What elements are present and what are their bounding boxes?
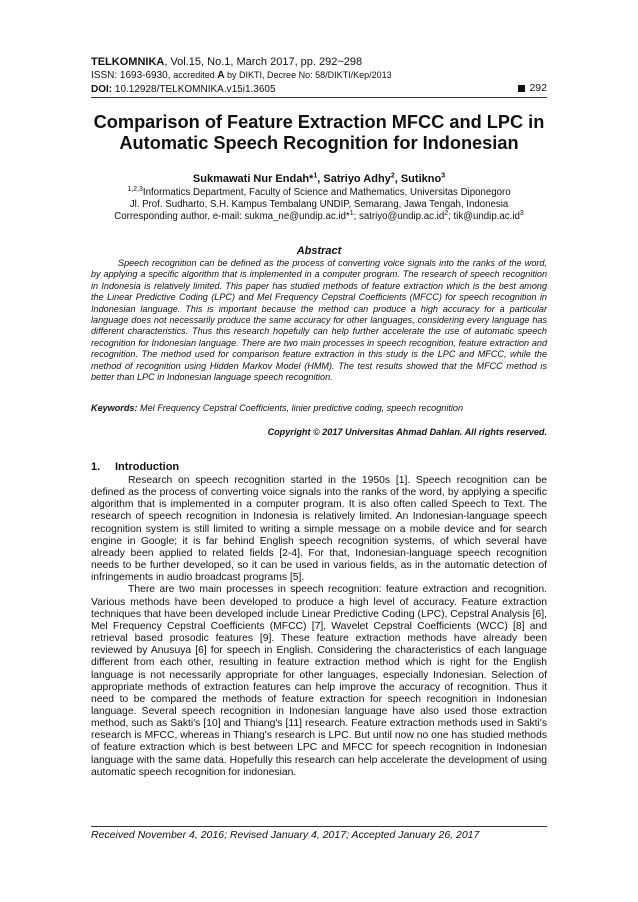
doi-label: DOI: [91,83,115,95]
journal-name: TELKOMNIKA [91,56,165,68]
author-list [91,173,547,186]
author-3-sup: 3 [441,172,446,180]
paragraph: There are two main processes in speech recognition: feature extraction and recognition. Various methods have been developed to produce a high level of accuracy. Feature extraction techniques that have been developed include Linear Predictive Coding (LPC), Cepstral Analysis [6], Mel Frequency Cepstral Coefficients (MFCC) [7], Wavelet Cepstral Coefficients (WCC) [8] and retrieval based prosodic features [9]. These feature extraction methods have already been reviewed by Anusuya [6] for speech in English. Considering the characteristics of each language different from each other, resulting in feature extraction method which is right for the English language is not necessarily appropriate for other languages, especially Indonesian. Selection of appropriate methods of extraction features can help improve the accuracy of recognition. Thus it need to be compared the methods of feature extraction for speech recognition in Indonesian language. Several speech recognition in Indonesian language have also used those extraction method, such as Sakti's [10] and Thiang's [11] research. Feature extraction methods used in Sakti's research is MFCC, whereas in Thiang's research is LPC. But until now no one has studied methods of feature extraction which is best between LPC and MFCC for speech recognition in Indonesian language with the same data. Hopefully this research can help accelerate the development of using automatic speech recognition for indonesian. [91,584,547,778]
paragraph: Research on speech recognition started in the 1950s [1]. Speech recognition can be defined as the process of converting voice signals into the ranks of the word, by applying a specific algorithm that is implemented in a computer program. It is also often called Speech to Text. The research of speech recognition in Indonesia is relatively limited. An Indonesian-language speech recognition system is still limited to writing a simple message on a mobile device and for search engine in Google; it is far behind English speech recognition systems, of which several have already been applied to related fields [2-4]. For that, Indonesian-language speech recognition needs to be further developed, so it can be used in various fields, as in the automatic detection of infringements in audio broadcast programs [5]. [91,475,547,584]
page-number-box [518,82,547,94]
square-bullet-icon [518,85,525,92]
author-3: Sutikno [400,173,442,185]
author-separator: , [317,173,324,185]
journal-citation [91,56,547,69]
author-2: Satriyo Adhy [323,173,391,185]
accreditation-grade: A [217,70,225,81]
abstract-text: Speech recognition can be defined as the process of converting voice signals into the ranks of the word, by applying a specific algorithm that is implemented in a computer program. The research of speech recognition in Indonesia is relatively limited. This paper has studied methods of feature extraction which is the best among the Linear Predictive Coding (LPC) and Mel Frequency Cepstral Coefficients (MFCC) for speech recognition in Indonesian language. This is important because the method can produce a high accuracy for a particular language does not necessarily produce the same accuracy for other languages, considering every language has different characteristics. Thus this research hopefully can help further accelerate the use of automatic speech recognition for Indonesian language. There are two main processes in speech recognition, feature extraction and recognition. The method used for comparison feature extraction in this study is the LPC and MFCC, while the method of recognition using Hidden Markov Model (HMM). The test results showed that the MFCC method is better than LPC in Indonesian language speech recognition. [91,258,547,383]
abstract-heading: Abstract [296,245,342,257]
affiliation-block [91,187,547,223]
decree-text: by DIKTI, Decree No: 58/DIKTI/Kep/2013 [224,70,392,80]
keywords [91,403,547,414]
journal-header [91,56,547,96]
header-divider [91,97,547,98]
affiliation-department: Informatics Department, Faculty of Science and Mathematics, Universitas Diponegoro [142,187,511,198]
keywords-label: Keywords: [91,403,138,413]
affiliation-line-2: Jl. Prof. Sudharto, S.H. Kampus Tembalang UNDIP, Semarang, Jawa Tengah, Indonesia [129,199,509,210]
journal-volume: , Vol.15, No.1, March 2017, pp. 292~298 [164,56,363,68]
doi-row [91,82,547,96]
email-3[interactable]: ; tik@undip.ac.id [448,211,520,222]
footer-divider [91,826,547,827]
accreditation-text: accredited [173,70,218,80]
issn-line [91,69,547,82]
email-2[interactable]: ; satriyo@undip.ac.id [353,211,445,222]
section-body [91,475,547,779]
affiliation-sup: 1,2,3 [127,185,143,193]
author-2-sup: 2 [390,172,395,180]
issn-number: ISSN: 1693-6930, [91,70,174,81]
affiliation-line-1 [91,187,547,199]
received-dates: Received November 4, 2016; Revised January 4, 2017; Accepted January 26, 2017 [91,829,480,841]
email-2-sup: 2 [444,209,449,217]
author-separator: , [394,173,401,185]
email-1-sup: 1 [349,209,354,217]
keywords-text: Mel Frequency Cepstral Coefficients, linier predictive coding, speech recognition [137,403,464,413]
paper-title: Comparison of Feature Extraction MFCC and LPC in Automatic Speech Recognition for Indonesian [93,112,545,153]
section-heading [91,461,179,474]
author-1: Sukmawati Nur Endah* [192,173,314,185]
section-number: 1. [91,461,101,473]
page-number: 292 [529,82,547,94]
email-3-sup: 3 [519,209,524,217]
email-1[interactable]: Corresponding author, e-mail: sukma_ne@undip.ac.id* [114,211,350,222]
doi [91,84,276,96]
author-1-sup: 1 [313,172,318,180]
corresponding-author [91,211,547,223]
doi-value: 10.12928/TELKOMNIKA.v15i1.3605 [114,83,276,95]
section-title: Introduction [115,461,180,473]
copyright-notice: Copyright © 2017 Universitas Ahmad Dahlan. All rights reserved. [267,427,547,437]
